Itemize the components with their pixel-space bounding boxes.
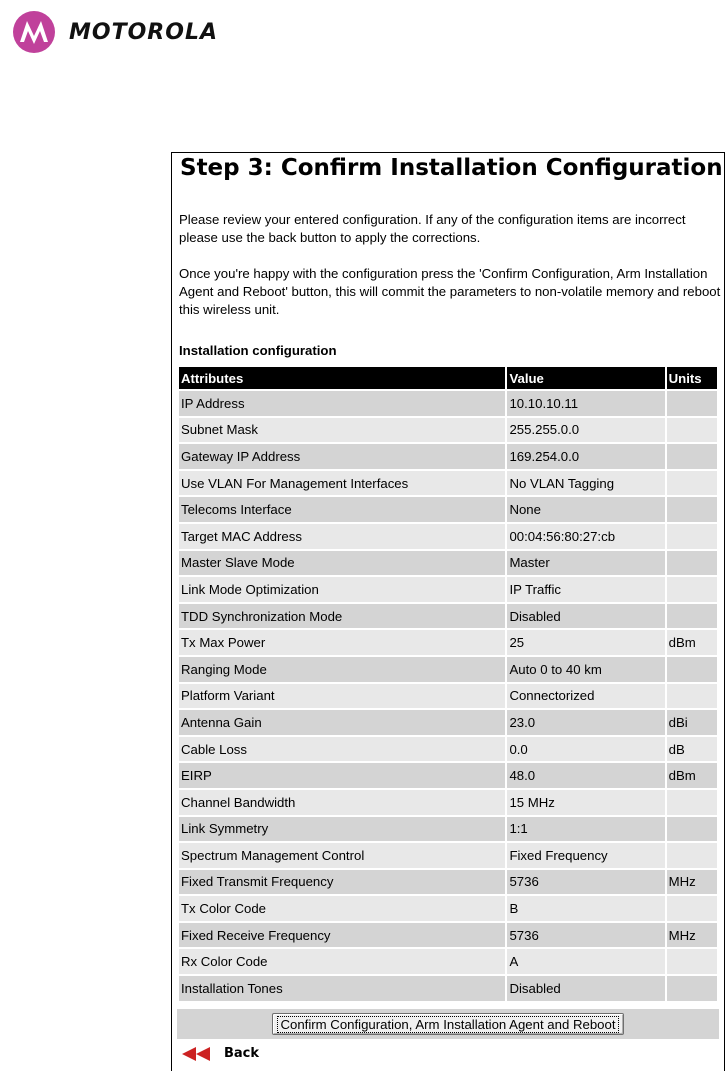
cell-attribute: Telecoms Interface <box>179 497 505 522</box>
install-wizard-panel <box>171 152 725 1071</box>
cell-value: 48.0 <box>507 763 664 788</box>
table-row <box>179 870 717 895</box>
brand-name: MOTOROLA <box>69 19 218 45</box>
cell-attribute: Master Slave Mode <box>179 551 505 576</box>
cell-value: 0.0 <box>507 737 664 762</box>
cell-units <box>667 790 717 815</box>
cell-attribute: Antenna Gain <box>179 710 505 735</box>
table-row <box>179 737 717 762</box>
cell-value: 00:04:56:80:27:cb <box>507 524 664 549</box>
cell-units <box>667 418 717 443</box>
motorola-logo <box>12 10 218 54</box>
cell-units <box>667 391 717 416</box>
table-row <box>179 843 717 868</box>
cell-attribute: Tx Max Power <box>179 630 505 655</box>
cell-attribute: Platform Variant <box>179 684 505 709</box>
cell-value: 23.0 <box>507 710 664 735</box>
table-row <box>179 604 717 629</box>
table-row <box>179 817 717 842</box>
cell-value: Disabled <box>507 604 664 629</box>
confirm-button-label: Confirm Configuration, Arm Installation Agent and Reboot <box>277 1016 618 1033</box>
cell-units <box>667 896 717 921</box>
cell-units <box>667 843 717 868</box>
cell-units <box>667 817 717 842</box>
table-row <box>179 524 717 549</box>
confirm-arm-reboot-button[interactable] <box>272 1013 623 1035</box>
cell-units: MHz <box>667 870 717 895</box>
cell-units <box>667 577 717 602</box>
cell-attribute: EIRP <box>179 763 505 788</box>
cell-value: 169.254.0.0 <box>507 444 664 469</box>
double-arrow-left-icon <box>182 1047 214 1061</box>
cell-value: B <box>507 896 664 921</box>
cell-value: A <box>507 949 664 974</box>
cell-value: 25 <box>507 630 664 655</box>
header-value: Value <box>507 367 664 389</box>
table-row <box>179 657 717 682</box>
cell-units <box>667 551 717 576</box>
cell-attribute: Link Mode Optimization <box>179 577 505 602</box>
table-row <box>179 577 717 602</box>
cell-attribute: Fixed Transmit Frequency <box>179 870 505 895</box>
cell-units: MHz <box>667 923 717 948</box>
cell-units <box>667 524 717 549</box>
cell-attribute: Fixed Receive Frequency <box>179 923 505 948</box>
cell-units: dBm <box>667 763 717 788</box>
table-row <box>179 923 717 948</box>
cell-attribute: Use VLAN For Management Interfaces <box>179 471 505 496</box>
table-row <box>179 471 717 496</box>
cell-attribute: Rx Color Code <box>179 949 505 974</box>
table-row <box>179 710 717 735</box>
cell-attribute: Gateway IP Address <box>179 444 505 469</box>
table-row <box>179 630 717 655</box>
cell-attribute: IP Address <box>179 391 505 416</box>
cell-attribute: Installation Tones <box>179 976 505 1001</box>
back-link[interactable] <box>182 1046 259 1061</box>
cell-units <box>667 657 717 682</box>
cell-value: IP Traffic <box>507 577 664 602</box>
table-row <box>179 949 717 974</box>
cell-value: Fixed Frequency <box>507 843 664 868</box>
installation-config-table <box>177 365 719 1003</box>
cell-value: Auto 0 to 40 km <box>507 657 664 682</box>
cell-units <box>667 976 717 1001</box>
cell-attribute: Tx Color Code <box>179 896 505 921</box>
table-row <box>179 497 717 522</box>
cell-units: dB <box>667 737 717 762</box>
table-header-row <box>179 367 717 389</box>
cell-units: dBi <box>667 710 717 735</box>
table-row <box>179 976 717 1001</box>
table-row <box>179 896 717 921</box>
cell-units <box>667 471 717 496</box>
cell-attribute: Subnet Mask <box>179 418 505 443</box>
table-row <box>179 391 717 416</box>
cell-attribute: Channel Bandwidth <box>179 790 505 815</box>
intro-paragraph-confirm: Once you're happy with the configuration press the 'Confirm Configuration, Arm Installation Agent and Reboot' button, this will commit the parameters to non-volatile memory and reboot this wireless unit. <box>179 266 721 317</box>
cell-units: dBm <box>667 630 717 655</box>
cell-value: 5736 <box>507 923 664 948</box>
cell-attribute: Link Symmetry <box>179 817 505 842</box>
cell-value: No VLAN Tagging <box>507 471 664 496</box>
table-body <box>179 391 717 1001</box>
cell-value: None <box>507 497 664 522</box>
header-attributes: Attributes <box>179 367 505 389</box>
back-label: Back <box>224 1046 260 1061</box>
table-row <box>179 684 717 709</box>
table-row <box>179 790 717 815</box>
cell-units <box>667 684 717 709</box>
cell-attribute: Ranging Mode <box>179 657 505 682</box>
cell-value: Master <box>507 551 664 576</box>
cell-units <box>667 949 717 974</box>
table-row <box>179 763 717 788</box>
header-units: Units <box>667 367 717 389</box>
table-row <box>179 551 717 576</box>
table-row <box>179 444 717 469</box>
cell-value: 1:1 <box>507 817 664 842</box>
cell-units <box>667 497 717 522</box>
motorola-batwing-logo-icon <box>12 10 56 54</box>
cell-value: Disabled <box>507 976 664 1001</box>
cell-attribute: Spectrum Management Control <box>179 843 505 868</box>
cell-value: Connectorized <box>507 684 664 709</box>
cell-value: 10.10.10.11 <box>507 391 664 416</box>
cell-attribute: Target MAC Address <box>179 524 505 549</box>
cell-value: 15 MHz <box>507 790 664 815</box>
cell-attribute: Cable Loss <box>179 737 505 762</box>
cell-value: 255.255.0.0 <box>507 418 664 443</box>
action-bar <box>177 1009 719 1039</box>
cell-value: 5736 <box>507 870 664 895</box>
cell-units <box>667 604 717 629</box>
intro-paragraph-review: Please review your entered configuration. If any of the configuration items are incorrect please use the back button to apply the corrections. <box>179 212 686 245</box>
table-row <box>179 418 717 443</box>
page-title: Step 3: Confirm Installation Configuration <box>180 155 723 181</box>
cell-units <box>667 444 717 469</box>
cell-attribute: TDD Synchronization Mode <box>179 604 505 629</box>
section-title: Installation configuration <box>179 343 337 358</box>
